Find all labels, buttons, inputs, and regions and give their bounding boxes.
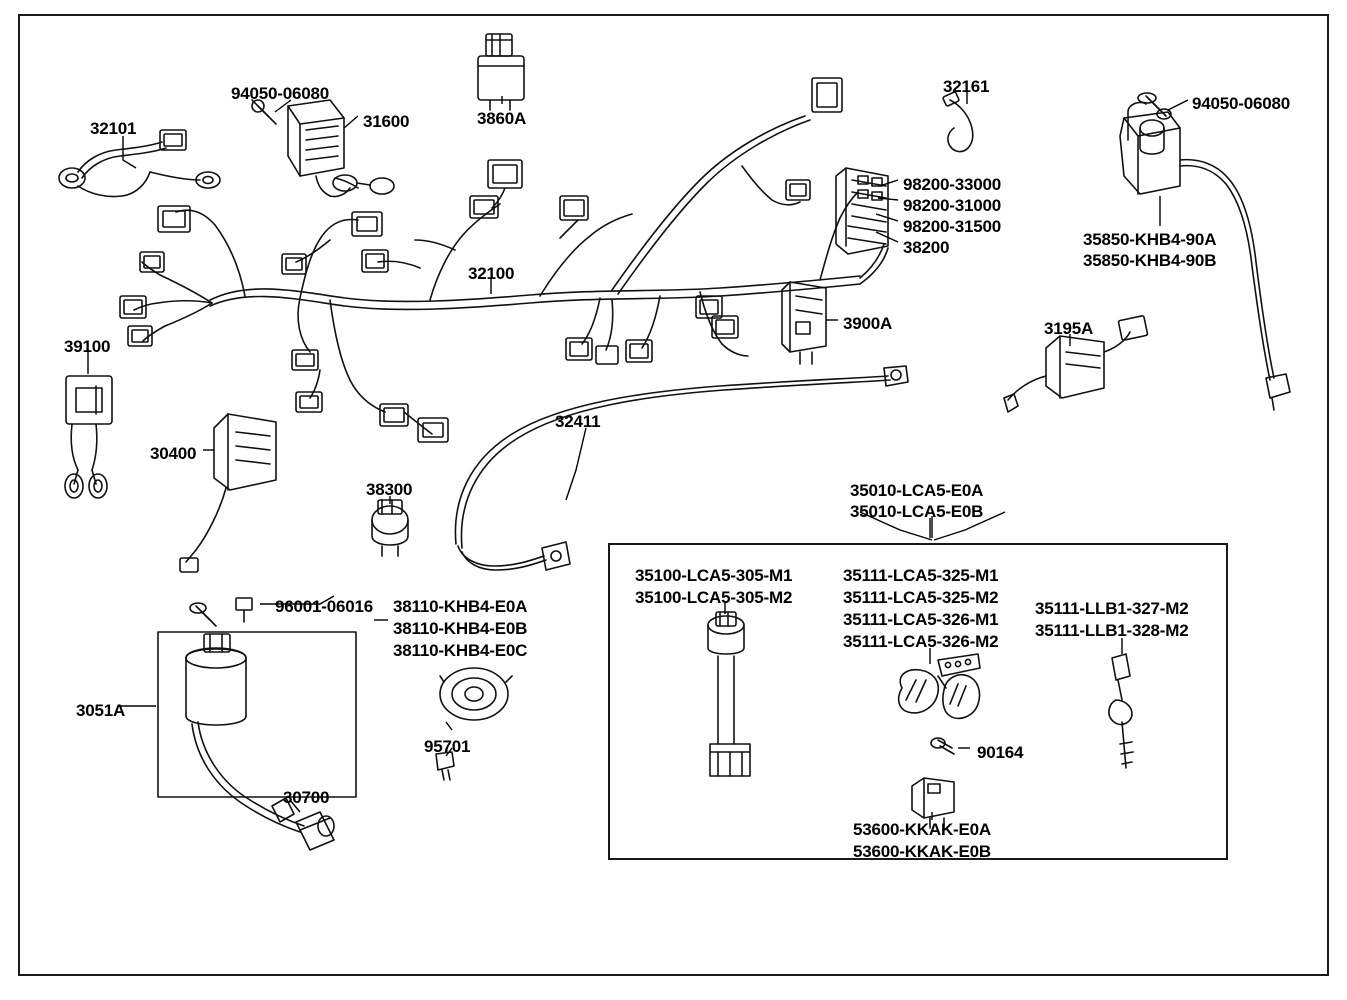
label-96001-06016: 96001-06016 xyxy=(275,597,374,616)
label-35100-LCA5-305-M1: 35100-LCA5-305-M1 xyxy=(635,566,793,585)
label-35111-LLB1-327-M2: 35111-LLB1-327-M2 xyxy=(1035,599,1189,618)
label-32101: 32101 xyxy=(90,119,137,138)
label-3051A: 3051A xyxy=(76,701,126,720)
label-30700: 30700 xyxy=(283,788,330,807)
label-98200-31500: 98200-31500 xyxy=(903,217,1002,236)
label-35111-LCA5-325-M2: 35111-LCA5-325-M2 xyxy=(843,588,999,607)
label-38110-KHB4-E0C: 38110-KHB4-E0C xyxy=(393,641,528,660)
label-3900A: 3900A xyxy=(843,314,893,333)
label-35111-LCA5-326-M2: 35111-LCA5-326-M2 xyxy=(843,632,999,651)
label-35111-LCA5-325-M1: 35111-LCA5-325-M1 xyxy=(843,566,999,585)
label-32161: 32161 xyxy=(943,77,990,96)
label-98200-33000: 98200-33000 xyxy=(903,175,1002,194)
label-32411: 32411 xyxy=(555,412,601,431)
label-32100: 32100 xyxy=(468,264,515,283)
label-38110-KHB4-E0B: 38110-KHB4-E0B xyxy=(393,619,528,638)
label-35850-KHB4-90B: 35850-KHB4-90B xyxy=(1083,251,1217,270)
label-95701: 95701 xyxy=(424,737,471,756)
label-98200-31000: 98200-31000 xyxy=(903,196,1002,215)
label-53600-KKAK-E0A: 53600-KKAK-E0A xyxy=(853,820,991,839)
label-35100-LCA5-305-M2: 35100-LCA5-305-M2 xyxy=(635,588,793,607)
label-35010-LCA5-E0A: 35010-LCA5-E0A xyxy=(850,481,984,500)
label-94050-06080-left: 94050-06080 xyxy=(231,84,330,103)
label-94050-06080-right: 94050-06080 xyxy=(1192,94,1291,113)
label-35111-LCA5-326-M1: 35111-LCA5-326-M1 xyxy=(843,610,999,629)
label-3860A: 3860A xyxy=(477,109,527,128)
label-38110-KHB4-E0A: 38110-KHB4-E0A xyxy=(393,597,528,616)
label-35111-LLB1-328-M2: 35111-LLB1-328-M2 xyxy=(1035,621,1189,640)
label-39100: 39100 xyxy=(64,337,111,356)
label-31600: 31600 xyxy=(363,112,410,131)
label-90164: 90164 xyxy=(977,743,1024,762)
label-30400: 30400 xyxy=(150,444,197,463)
label-38300: 38300 xyxy=(366,480,413,499)
label-3195A: 3195A xyxy=(1044,319,1094,338)
label-35850-KHB4-90A: 35850-KHB4-90A xyxy=(1083,230,1217,249)
label-53600-KKAK-E0B: 53600-KKAK-E0B xyxy=(853,842,991,861)
label-38200: 38200 xyxy=(903,238,950,257)
label-35010-LCA5-E0B: 35010-LCA5-E0B xyxy=(850,502,984,521)
